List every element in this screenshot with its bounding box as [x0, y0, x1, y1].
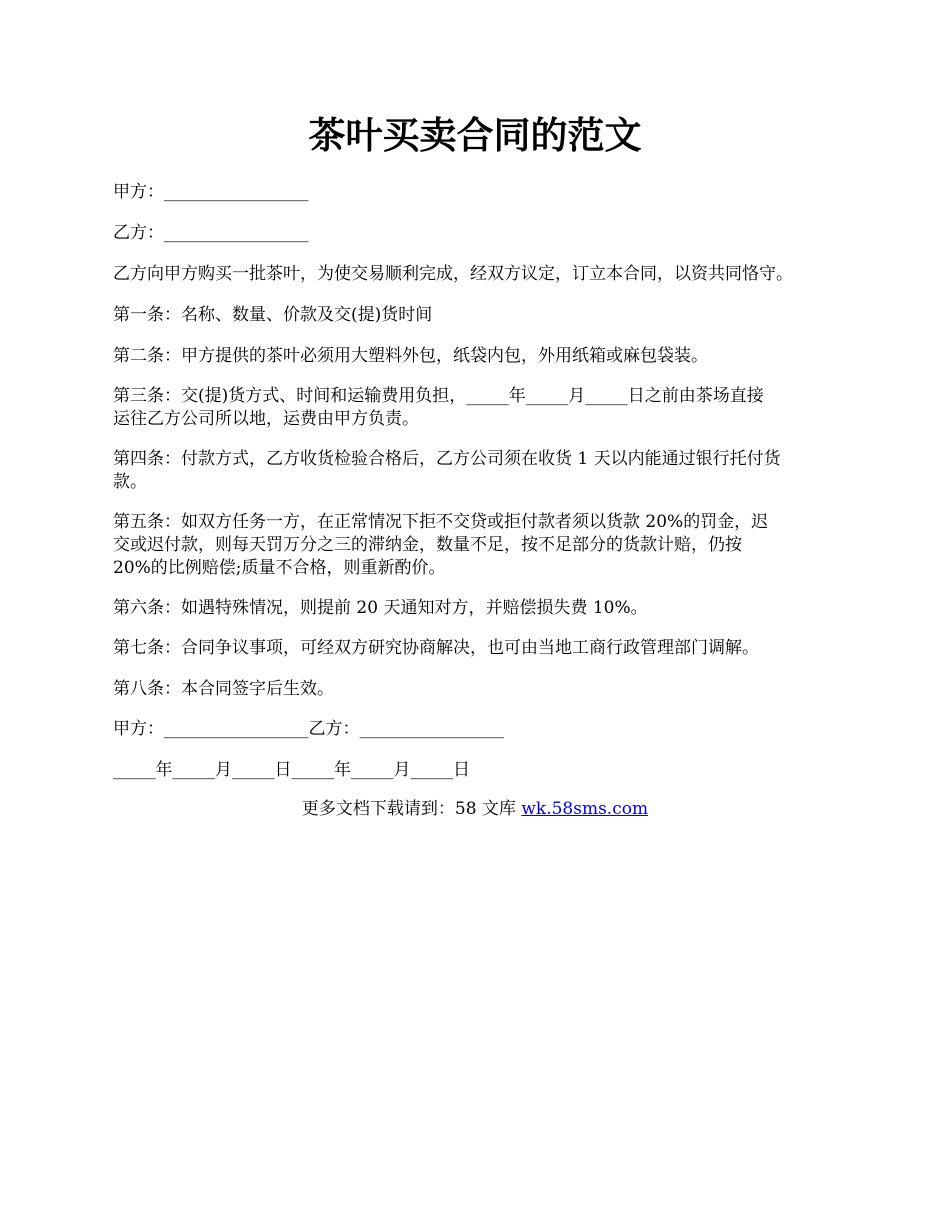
footer-text: 更多文档下载请到：58 文库: [301, 799, 522, 819]
article-5-line-1: 第五条：如双方任务一方，在正常情况下拒不交贷或拒付款者须以货款 20%的罚金，迟: [113, 512, 769, 532]
article-6: 第六条：如遇特殊情况，则提前 20 天通知对方，并赔偿损失费 10%。: [113, 598, 648, 618]
article-3-line-1: 第三条：交(提)货方式、时间和运输费用负担，_____年_____月_____日之前由茶场直接: [113, 386, 764, 406]
article-8: 第八条：本合同签字后生效。: [113, 679, 334, 699]
article-4-line-1: 第四条：付款方式，乙方收货检验合格后，乙方公司须在收货 1 天以内能通过银行托付货: [113, 449, 781, 469]
footer-link[interactable]: wk.58sms.com: [521, 799, 649, 819]
footer-note: [0, 798, 950, 821]
signature-line: 甲方：_________________乙方：_________________: [113, 719, 504, 739]
document-title: 茶叶买卖合同的范文: [308, 113, 642, 157]
article-4-line-2: 款。: [113, 472, 147, 492]
article-1: 第一条：名称、数量、价款及交(提)货时间: [113, 305, 433, 325]
article-5-line-3: 20%的比例赔偿;质量不合格，则重新酌价。: [113, 558, 446, 578]
party-a-line: 甲方：_________________: [113, 182, 309, 202]
article-3-line-2: 运往乙方公司所以地，运费由甲方负责。: [113, 409, 419, 429]
intro-paragraph: 乙方向甲方购买一批茶叶，为使交易顺利完成，经双方议定，订立本合同，以资共同恪守。: [113, 264, 793, 284]
article-2: 第二条：甲方提供的茶叶必须用大塑料外包，纸袋内包，外用纸箱或麻包袋装。: [113, 346, 708, 366]
party-b-line: 乙方：_________________: [113, 223, 309, 243]
date-line: _____年_____月_____日_____年_____月_____日: [113, 760, 470, 780]
article-5-line-2: 交或迟付款，则每天罚万分之三的滞纳金，数量不足，按不足部分的货款计赔，仍按: [113, 535, 742, 555]
article-7: 第七条：合同争议事项，可经双方研究协商解决，也可由当地工商行政管理部门调解。: [113, 638, 759, 658]
